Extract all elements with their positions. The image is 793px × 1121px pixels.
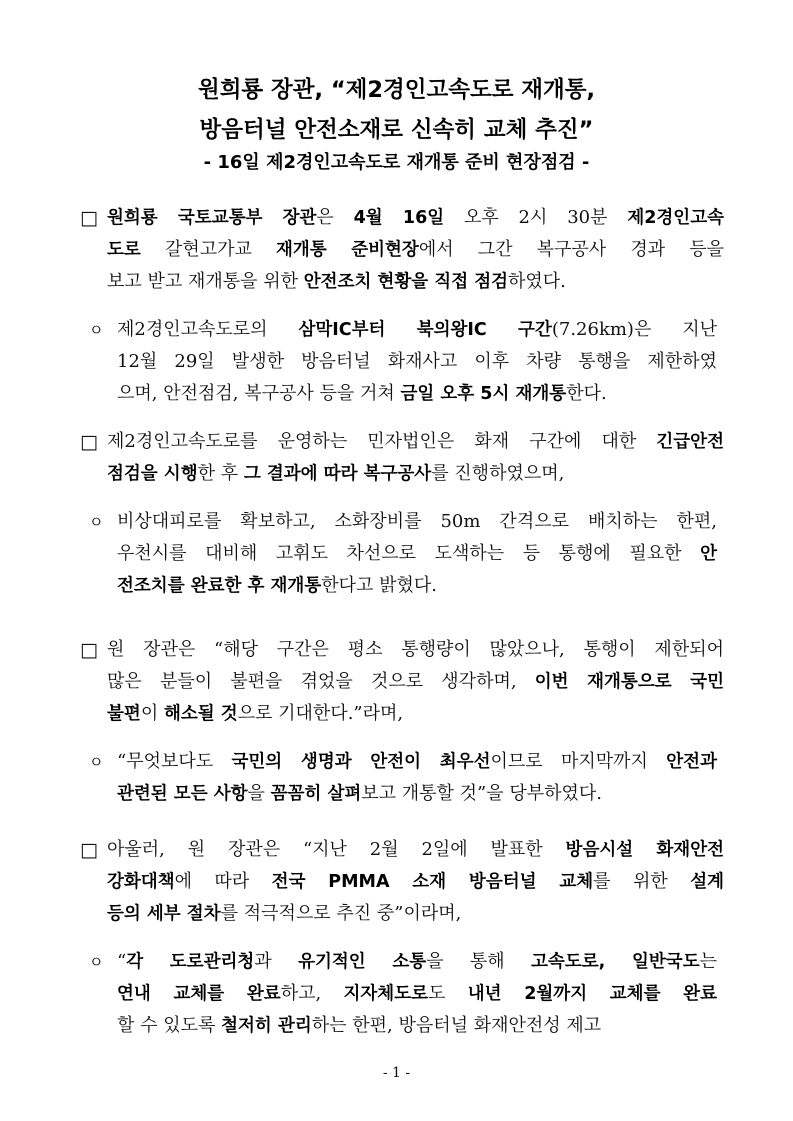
- text: 으며, 안전점검, 복구공사 등을 거쳐: [117, 383, 401, 404]
- bold-text: 등의 세부 절차: [107, 904, 221, 924]
- paragraph-line: [107, 202, 724, 234]
- paragraph-5: [107, 634, 724, 730]
- text: 12월 29일 발생한 방음터널 화재사고 이후 차량 통행을 제한하였: [117, 351, 717, 372]
- paragraph-line: [107, 234, 724, 266]
- paragraph-line: [117, 978, 717, 1010]
- paragraph-line: [107, 698, 724, 730]
- paragraph-3: [107, 426, 724, 490]
- paragraph-line: [117, 314, 717, 346]
- bold-text: 방음시설 화재안전: [565, 840, 724, 860]
- paragraph-line: [107, 898, 724, 930]
- paragraph-2: [117, 314, 717, 410]
- title-line-1: 원희룡 장관, “제2경인고속도로 재개통,: [197, 77, 596, 103]
- bold-text: 고속도로, 일반국도: [531, 952, 700, 972]
- bold-text: 점검을 시행: [107, 464, 198, 484]
- paragraph-line: [107, 426, 724, 458]
- subtitle: - 16일 제2경인고속도로 재개통 준비 현장점검 -: [203, 152, 590, 173]
- paragraph-1: [107, 202, 724, 298]
- text: 이므로 마지막까지: [490, 751, 667, 772]
- circle-bullet-icon: ㅇ: [89, 753, 104, 771]
- circle-bullet-icon: ㅇ: [89, 513, 104, 531]
- paragraph-line: [117, 570, 717, 602]
- bold-text: 강화대책: [107, 872, 175, 892]
- text: 아울러, 원 장관은 “지난 2월 2일에 발표한: [107, 839, 566, 860]
- text: 으로 기대한다.”라며,: [237, 703, 404, 724]
- text: 을: [247, 783, 271, 804]
- bold-text: 각 도로관리청: [126, 952, 255, 972]
- bold-text: 내년 2월까지 교체를 완료: [467, 984, 717, 1004]
- bold-text: 재개통 준비현장: [276, 240, 419, 260]
- bold-text: 관련된 모든 사항: [117, 784, 248, 804]
- bold-text: 철저히 관리: [221, 1016, 312, 1036]
- text: 한다고 밝혔다.: [321, 575, 438, 596]
- bold-text: 4월 16일: [353, 208, 445, 228]
- bold-text: 원희룡 국토교통부 장관: [107, 208, 317, 228]
- bold-text: 지자체도로: [343, 984, 429, 1004]
- text: 를 위한: [593, 871, 691, 892]
- text: 하는 한편, 방음터널 화재안전성 제고: [311, 1015, 602, 1036]
- bold-text: 꼼꼼히 살펴: [270, 784, 362, 804]
- bold-text: 안전과: [666, 752, 717, 772]
- text: 은: [316, 207, 354, 228]
- text: 과: [254, 951, 299, 972]
- circle-bullet-icon: ㅇ: [89, 321, 104, 339]
- bold-text: 긴급안전: [656, 432, 724, 452]
- bold-text: 유기적인 소통: [298, 952, 427, 972]
- circle-bullet-icon: ㅇ: [89, 953, 104, 971]
- text: 를 진행하였으며,: [431, 463, 565, 484]
- paragraph-8: [117, 946, 717, 1042]
- bold-text: 이번 재개통으로 국민: [534, 672, 724, 692]
- paragraph-7: [107, 834, 724, 930]
- paragraph-line: [117, 506, 717, 538]
- text: 한 후: [197, 463, 244, 484]
- paragraph-line: [107, 634, 724, 666]
- bold-text: 해소될 것: [163, 704, 238, 724]
- title-line-2: 방음터널 안전소재로 신속히 교체 추진”: [199, 117, 594, 143]
- paragraph-line: [117, 946, 717, 978]
- text: 보고 개통할 것”을 당부하였다.: [361, 783, 603, 804]
- text: 제2경인고속도로를 운영하는 민자법인은 화재 구간에 대한: [107, 431, 657, 452]
- bold-text: 전국 PMMA 소재 방음터널 교체: [271, 872, 594, 892]
- text: 오후 2시 30분: [444, 207, 628, 228]
- paragraph-line: [117, 1010, 717, 1042]
- bold-text: 불편: [107, 704, 141, 724]
- box-bullet-icon: □: [80, 207, 98, 229]
- text: 을 통해: [426, 951, 532, 972]
- text: 를 적극적으로 추진 중”이라며,: [220, 903, 462, 924]
- text: 갈현고가교: [140, 239, 276, 260]
- text: “무엇보다도: [117, 751, 232, 772]
- text: 원 장관은 “해당 구간은 평소 통행량이 많았으나, 통행이 제한되어: [107, 639, 724, 660]
- bold-text: 전조치를 완료한 후 재개통: [117, 576, 322, 596]
- text: 이: [140, 703, 164, 724]
- text: 보고 받고 재개통을 위한: [107, 271, 304, 292]
- paragraph-6: [117, 746, 717, 810]
- text: 하고,: [280, 983, 344, 1004]
- text: (7.26km)은 지난: [551, 319, 717, 340]
- paragraph-line: [117, 346, 717, 378]
- bold-text: 설계: [690, 872, 725, 892]
- text: 도: [428, 983, 468, 1004]
- text: 많은 분들이 불편을 겪었을 것으로 생각하며,: [107, 671, 535, 692]
- box-bullet-icon: □: [80, 639, 98, 661]
- bold-text: 그 결과에 따라 복구공사: [243, 464, 432, 484]
- paragraph-line: [107, 866, 724, 898]
- bold-text: 금일 오후 5시 재개통: [400, 384, 567, 404]
- paragraph-line: [117, 538, 717, 570]
- text: 에서 그간 복구공사 경과 등을: [418, 239, 724, 260]
- text: 에 따라: [174, 871, 272, 892]
- text: 비상대피로를 확보하고, 소화장비를 50m 간격으로 배치하는 한편,: [117, 511, 717, 532]
- text: “: [117, 951, 127, 972]
- bold-text: 국민의 생명과 안전이 최우선: [231, 752, 491, 772]
- paragraph-line: [107, 458, 724, 490]
- paragraph-line: [117, 746, 717, 778]
- paragraph-line: [107, 666, 724, 698]
- paragraph-line: [117, 378, 717, 410]
- bold-text: 안: [700, 544, 717, 564]
- paragraph-4: [117, 506, 717, 602]
- page-number: - 1 -: [382, 1065, 411, 1081]
- bold-text: 도로: [107, 240, 141, 260]
- text: 한다.: [566, 383, 607, 404]
- paragraph-line: [107, 266, 724, 298]
- bold-text: 제2경인고속: [627, 208, 725, 228]
- paragraph-line: [107, 834, 724, 866]
- bold-text: 안전조치 현황을 직접 점검: [303, 272, 509, 292]
- bold-text: 연내 교체를 완료: [117, 984, 281, 1004]
- bold-text: 삼막IC부터 북의왕IC 구간: [298, 320, 552, 340]
- paragraph-line: [117, 778, 717, 810]
- text: 하였다.: [508, 271, 566, 292]
- text: 할 수 있도록: [117, 1015, 222, 1036]
- text: 우천시를 대비해 고휘도 차선으로 도색하는 등 통행에 필요한: [117, 543, 701, 564]
- box-bullet-icon: □: [80, 839, 98, 861]
- box-bullet-icon: □: [80, 431, 98, 453]
- text: 제2경인고속도로의: [117, 319, 299, 340]
- text: 는: [699, 951, 718, 972]
